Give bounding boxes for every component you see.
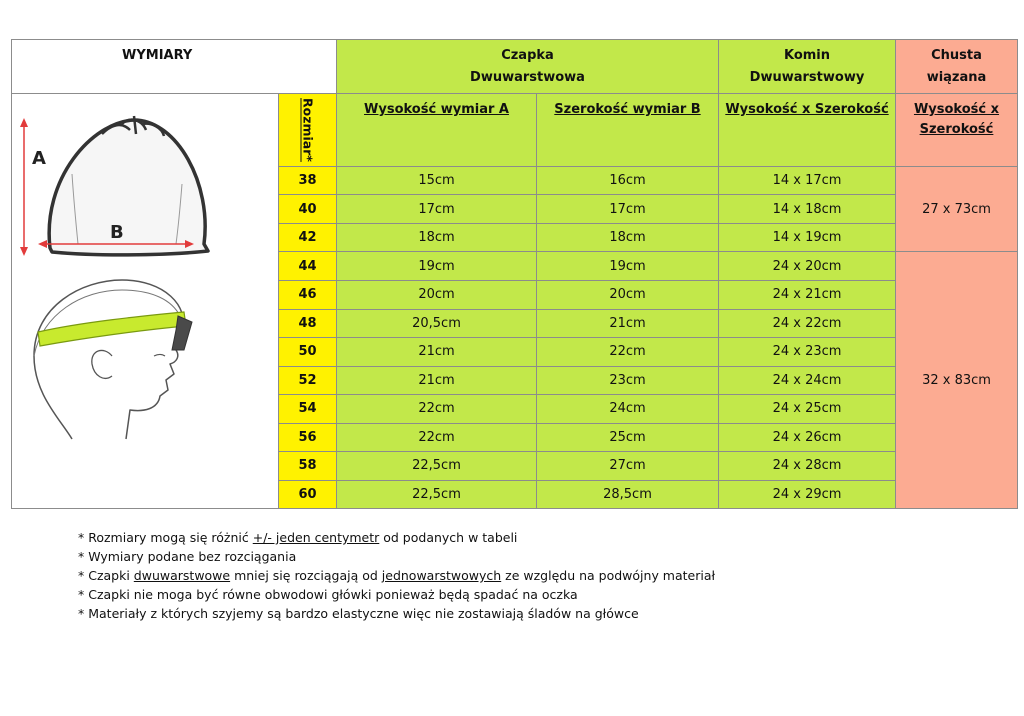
czapka-b-cell: 23cm bbox=[537, 366, 719, 395]
hat-diagram bbox=[12, 94, 279, 508]
note-1: * Rozmiary mogą się różnić +/- jeden centymetr od podanych w tabeli bbox=[78, 530, 518, 545]
head-measure-icon bbox=[34, 280, 192, 439]
komin-cell: 14 x 17cm bbox=[719, 166, 896, 195]
komin-cell: 24 x 23cm bbox=[719, 338, 896, 367]
czapka-a-cell: 22cm bbox=[337, 395, 537, 424]
size-cell: 60 bbox=[279, 480, 337, 509]
czapka-a-cell: 20,5cm bbox=[337, 309, 537, 338]
komin-cell: 24 x 20cm bbox=[719, 252, 896, 281]
size-cell: 54 bbox=[279, 395, 337, 424]
czapka-a-cell: 19cm bbox=[337, 252, 537, 281]
komin-cell: 14 x 19cm bbox=[719, 223, 896, 252]
chusta-cell-small: 27 x 73cm bbox=[896, 166, 1018, 252]
chusta-header: Wysokość x Szerokość bbox=[896, 94, 1018, 167]
czapka-a-cell: 21cm bbox=[337, 366, 537, 395]
czapka-b-cell: 16cm bbox=[537, 166, 719, 195]
size-cell: 40 bbox=[279, 195, 337, 224]
group-chusta: Chusta wiązana bbox=[896, 40, 1018, 94]
czapka-a-cell: 20cm bbox=[337, 281, 537, 310]
czapka-a-cell: 17cm bbox=[337, 195, 537, 224]
czapka-b-cell: 19cm bbox=[537, 252, 719, 281]
czapka-a-cell: 21cm bbox=[337, 338, 537, 367]
komin-cell: 24 x 22cm bbox=[719, 309, 896, 338]
czapka-a-cell: 22,5cm bbox=[337, 480, 537, 509]
hat-icon bbox=[49, 116, 208, 255]
czapka-b-header: Szerokość wymiar B bbox=[537, 94, 719, 167]
czapka-a-cell: 22cm bbox=[337, 423, 537, 452]
czapka-b-cell: 27cm bbox=[537, 452, 719, 481]
notes-list bbox=[78, 528, 715, 623]
czapka-b-cell: 22cm bbox=[537, 338, 719, 367]
komin-cell: 24 x 24cm bbox=[719, 366, 896, 395]
size-cell: 42 bbox=[279, 223, 337, 252]
size-cell: 50 bbox=[279, 338, 337, 367]
size-cell: 46 bbox=[279, 281, 337, 310]
chusta-cell-large: 32 x 83cm bbox=[896, 252, 1018, 509]
komin-cell: 24 x 26cm bbox=[719, 423, 896, 452]
group-komin: Komin Dwuwarstwowy bbox=[719, 40, 896, 94]
komin-cell: 14 x 18cm bbox=[719, 195, 896, 224]
rozmiar-header: Rozmiar* bbox=[279, 94, 337, 167]
czapka-a-header: Wysokość wymiar A bbox=[337, 94, 537, 167]
table-title: WYMIARY bbox=[12, 40, 337, 94]
czapka-b-cell: 21cm bbox=[537, 309, 719, 338]
czapka-b-cell: 24cm bbox=[537, 395, 719, 424]
sub-header-row bbox=[12, 94, 1018, 167]
illustration-cell bbox=[12, 94, 279, 509]
czapka-b-cell: 25cm bbox=[537, 423, 719, 452]
size-cell: 58 bbox=[279, 452, 337, 481]
size-table bbox=[11, 39, 1018, 509]
group-czapka: Czapka Dwuwarstwowa bbox=[337, 40, 719, 94]
czapka-a-cell: 18cm bbox=[337, 223, 537, 252]
note-5: * Materiały z których szyjemy są bardzo elastyczne więc nie zostawiają śladów na główce bbox=[78, 606, 639, 621]
size-cell: 38 bbox=[279, 166, 337, 195]
czapka-b-cell: 28,5cm bbox=[537, 480, 719, 509]
komin-cell: 24 x 28cm bbox=[719, 452, 896, 481]
czapka-b-cell: 17cm bbox=[537, 195, 719, 224]
dimension-a-arrow bbox=[20, 118, 28, 256]
note-2: * Wymiary podane bez rozciągania bbox=[78, 549, 297, 564]
size-cell: 44 bbox=[279, 252, 337, 281]
group-header-row bbox=[12, 40, 1018, 94]
komin-cell: 24 x 21cm bbox=[719, 281, 896, 310]
size-cell: 48 bbox=[279, 309, 337, 338]
note-3: * Czapki dwuwarstwowe mniej się rozciągają od jednowarstwowych ze względu na podwójny materiał bbox=[78, 568, 716, 583]
komin-cell: 24 x 29cm bbox=[719, 480, 896, 509]
czapka-b-cell: 20cm bbox=[537, 281, 719, 310]
label-a: A bbox=[32, 148, 46, 169]
czapka-a-cell: 22,5cm bbox=[337, 452, 537, 481]
czapka-b-cell: 18cm bbox=[537, 223, 719, 252]
label-b: B bbox=[110, 222, 124, 243]
size-cell: 56 bbox=[279, 423, 337, 452]
size-cell: 52 bbox=[279, 366, 337, 395]
czapka-a-cell: 15cm bbox=[337, 166, 537, 195]
note-4: * Czapki nie moga być równe obwodowi główki ponieważ będą spadać na oczka bbox=[78, 587, 578, 602]
komin-cell: 24 x 25cm bbox=[719, 395, 896, 424]
komin-header: Wysokość x Szerokość bbox=[719, 94, 896, 167]
